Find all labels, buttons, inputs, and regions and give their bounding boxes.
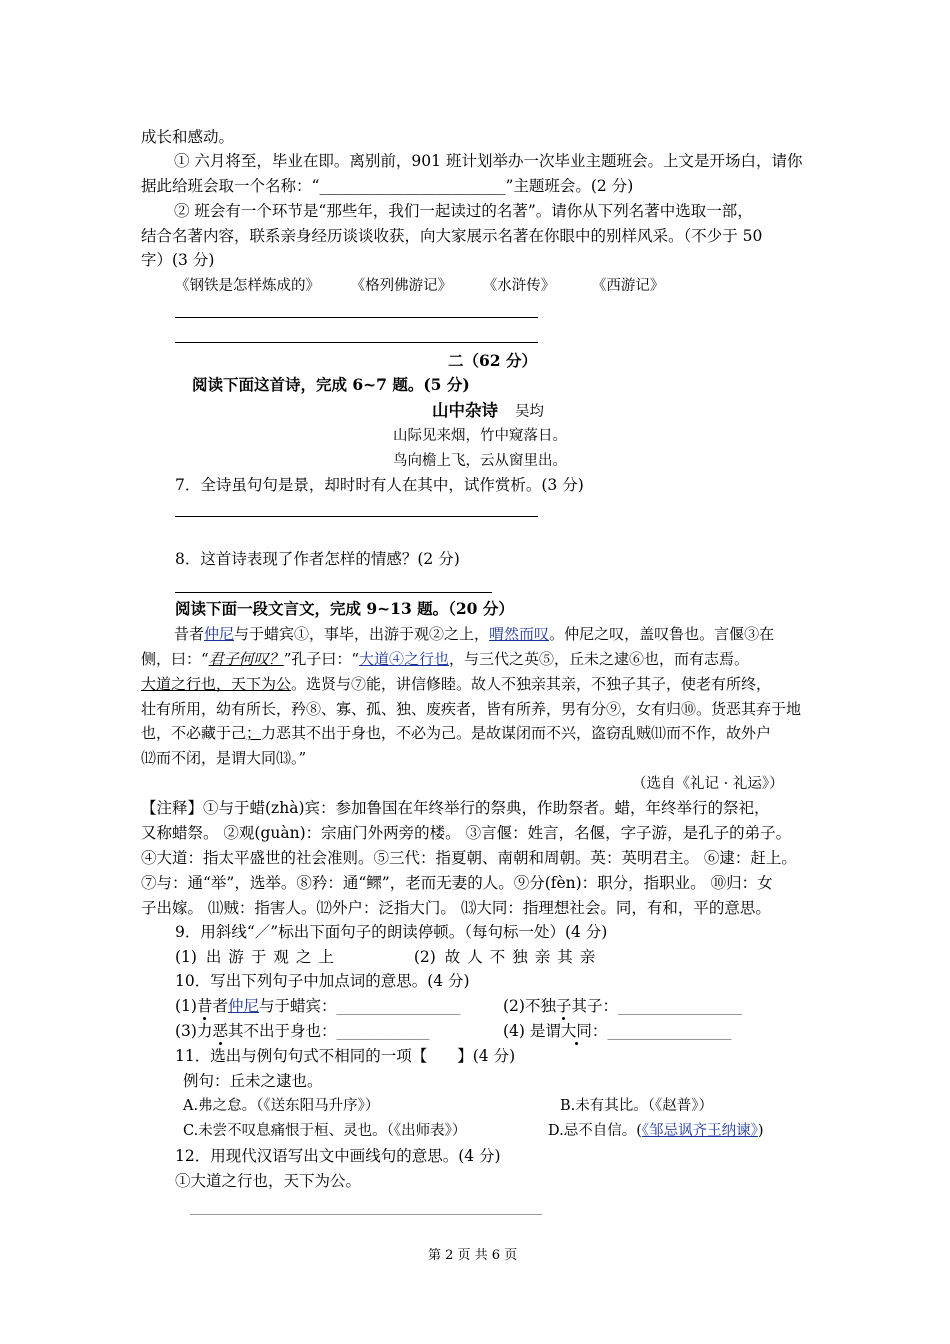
question-1-line: ① 六月将至，毕业在即。离别前，901 班计划举办一次毕业主题班会。上文是开场白，请你 <box>174 152 803 170</box>
question-11 <box>175 1045 515 1067</box>
text: 昔者 <box>174 625 205 643</box>
note-line: ⑦与：通“举”，选举。⑧矜：通“鳏”，老而无妻的人。⑨分(fèn)：职分，指职业。 ⑩归：女 <box>141 874 773 892</box>
item-text: 故人不独亲其亲 <box>444 948 603 966</box>
option-d <box>548 1120 764 1142</box>
question-9-items <box>175 946 602 968</box>
question-7: 7．全诗虽句句是景，却时时有人在其中，试作赏析。(3 分) <box>175 476 584 494</box>
text: (1) <box>175 997 197 1015</box>
question-10: 10．写出下列句子中加点词的意思。(4 分) <box>175 972 470 990</box>
underlined-text: 君子何叹？ <box>208 650 284 668</box>
text: 据此给班会取一个名称：“ <box>141 177 320 195</box>
note-line: 【注释】①与于蜡(zhà)宾：参加鲁国在年终举行的祭典，作助祭者。蜡，年终举行的祭祀， <box>141 799 770 817</box>
answer-blank: ________________ <box>607 1022 732 1040</box>
answer-blank: ____________ <box>336 1022 430 1040</box>
poem-line: 鸟向檐上飞，云从窗里出。 <box>393 453 567 469</box>
book-list <box>175 275 664 297</box>
link-kuiran[interactable]: 喟然而叹 <box>489 625 550 643</box>
passage-source: （选自《礼记 · 礼运》） <box>632 776 784 792</box>
question-10-item <box>175 1020 430 1042</box>
question-9: 9．用斜线“／”标出下面句子的朗读停顿。（每句标一处）(4 分) <box>175 923 608 941</box>
text: 与于蜡宾①，事毕，出游于观②之上， <box>234 625 490 643</box>
answer-line <box>175 516 538 517</box>
answer-line <box>175 317 538 318</box>
dotted-char: 恶 <box>212 1022 228 1040</box>
text: 与于蜡宾： <box>259 997 337 1015</box>
text: ，与三代之英⑤，丘未之逮⑥也，而有志焉。 <box>449 650 750 668</box>
poem-intro: 阅读下面这首诗，完成 6~7 题。(5 分) <box>192 375 470 394</box>
question-12-item: ①大道之行也，天下为公。 <box>175 1172 362 1190</box>
passage-line <box>141 648 749 670</box>
poem-title: 山中杂诗 <box>432 401 498 420</box>
text: ) <box>757 1123 764 1139</box>
link-zouji[interactable]: 《邹忌讽齐王纳谏》 <box>641 1123 758 1139</box>
text: 侧，曰：“ <box>141 650 209 668</box>
book-item: 《格列佛游记》 <box>350 278 453 294</box>
text: (2)不独 <box>503 997 556 1015</box>
text: 。选贤与⑦能，讲信修睦。故人不独亲其亲，不独子其子，使老有所终， <box>291 675 772 693</box>
item-text: 出游于观之上 <box>205 948 341 966</box>
text: (4) 是谓 <box>503 1022 561 1040</box>
question-12: 12．用现代汉语写出文中画线句的意思。(4 分) <box>175 1147 501 1165</box>
text: 者 <box>212 997 228 1015</box>
note-line: 子出嫁。 ⑾贼：指害人。⑿外户：泛指大门。 ⒀大同：指理想社会。同，有和，平的意思。 <box>141 899 771 917</box>
text: 力恶其不出于身也，不必为己。是故谋闭而不兴，盗窃乱贼⑾而不作，故外户 <box>261 724 772 742</box>
option-b: B.未有其比。（《赵普》） <box>560 1098 714 1114</box>
text: 】(4 分) <box>457 1047 516 1065</box>
poem-line: 山际见来烟，竹中窥落日。 <box>393 428 567 444</box>
dotted-char: 大同 <box>560 1022 592 1040</box>
text: ： <box>591 1022 608 1040</box>
link-dadao[interactable]: 大道④之行也 <box>359 650 450 668</box>
item-label: (1) <box>175 948 197 966</box>
question-2-line: ② 班会有一个环节是“那些年，我们一起读过的名著”。请你从下列名著中选取一部， <box>174 202 753 220</box>
text: 其子： <box>571 997 618 1015</box>
note-line: ④大道：指太平盛世的社会准则。⑤三代：指夏朝、南朝和周朝。英：英明君主。 ⑥逮：赶上。 <box>141 849 797 867</box>
book-item: 《钢铁是怎样炼成的》 <box>175 278 320 294</box>
poem-heading <box>432 400 544 423</box>
passage-line <box>174 623 774 645</box>
answer-blank: ________________ <box>618 997 742 1015</box>
underlined-sentence: 大道之行也，天下为公 <box>141 675 292 693</box>
answer-blank: ________________ <box>336 997 461 1015</box>
page-number: 第 2 页 共 6 页 <box>428 1248 518 1263</box>
passage-line: ⑿而不闭，是谓大同⒀。” <box>141 749 307 767</box>
text: 。仲尼之叹，盖叹鲁也。言偃③在 <box>549 625 775 643</box>
classical-intro: 阅读下面一段文言文，完成 9~13 题。（20 分） <box>175 599 514 618</box>
text: D.忌不自信。( <box>548 1123 642 1139</box>
question-2-line: 结合名著内容，联系亲身经历谈谈收获，向大家展示名著在你眼中的别样风采。（不少于 50 <box>141 227 763 245</box>
poem-author: 吴均 <box>514 404 544 420</box>
example-sentence: 例句：丘未之逮也。 <box>183 1072 323 1090</box>
dotted-char: 昔 <box>196 997 213 1015</box>
text: ”主题班会。(2 分) <box>505 177 634 195</box>
link-zhongni[interactable]: 仲尼 <box>228 997 260 1015</box>
question-10-item <box>503 995 742 1017</box>
text: ”孔子曰：“ <box>283 650 360 668</box>
link-zhongni[interactable]: 仲尼 <box>204 625 235 643</box>
book-item: 《西游记》 <box>591 278 665 294</box>
question-1-line <box>141 175 633 197</box>
question-8: 8．这首诗表现了作者怎样的情感？(2 分) <box>175 550 460 568</box>
option-a: A.弗之怠。（《送东阳马升序》） <box>183 1098 380 1114</box>
passage-line <box>141 673 771 695</box>
item-label: (2) <box>413 948 436 966</box>
text-line: 成长和感动。 <box>141 128 235 146</box>
book-item: 《水浒传》 <box>482 278 556 294</box>
dotted-char: 子 <box>555 997 572 1015</box>
question-10-item <box>503 1020 731 1042</box>
text: 11．选出与例句句式不相同的一项【 <box>175 1047 428 1065</box>
answer-line <box>175 592 492 593</box>
section-title: 二（62 分） <box>448 351 537 370</box>
passage-line: 壮有所用，幼有所长，矜⑧、寡、孤、独、废疾者，皆有所养，男有分⑨，女有归⑩。货恶其弃于地 <box>141 700 802 718</box>
answer-blank: ________________________ <box>319 177 506 195</box>
text: ； <box>246 724 262 742</box>
text: 其不出于身也： <box>227 1022 337 1040</box>
note-line: 又称蜡祭。 ②观(guàn)：宗庙门外两旁的楼。 ③言偃：姓言，名偃，字子游，是孔子的弟子。 <box>141 824 792 842</box>
question-2-line: 字）(3 分) <box>141 251 215 269</box>
passage-line <box>141 722 771 744</box>
answer-line <box>175 342 538 343</box>
text: 也，不必藏于己 <box>141 724 247 742</box>
option-c: C.未尝不叹息痛恨于桓、灵也。（《出师表》） <box>183 1123 467 1139</box>
question-10-item <box>175 995 461 1017</box>
answer-line <box>190 1214 542 1215</box>
text: (3)力 <box>175 1022 213 1040</box>
